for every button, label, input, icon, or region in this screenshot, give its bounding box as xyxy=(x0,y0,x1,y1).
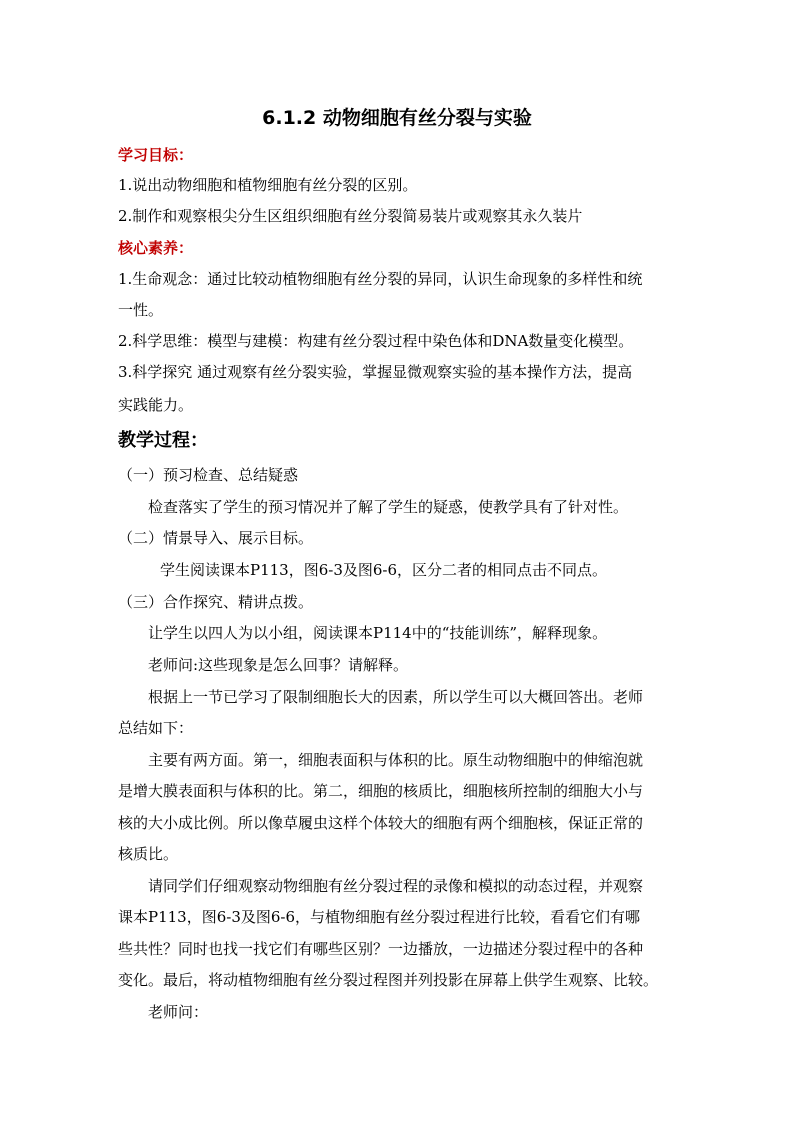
process-heading: 教学过程： xyxy=(118,430,208,451)
paragraph-line: 检查落实了学生的预习情况并了解了学生的疑惑，使教学具有了针对性。 xyxy=(148,498,629,516)
paragraph-line: 让学生以四人为以小组，阅读课本P114中的“技能训练”，解释现象。 xyxy=(148,624,608,642)
paragraph-line: 课本P113，图6-3及图6-6，与植物细胞有丝分裂过程进行比较，看看它们有哪 xyxy=(118,908,641,926)
literacy-line: 实践能力。 xyxy=(118,396,194,414)
paragraph-line: 老师问:这些现象是怎么回事？请解释。 xyxy=(148,656,409,674)
section-heading: （三）合作探究、精讲点拨。 xyxy=(118,593,314,611)
section-heading: （一）预习检查、总结疑惑 xyxy=(118,466,299,484)
paragraph-line: 老师问： xyxy=(148,1003,209,1021)
objective-item: 2.制作和观察根尖分生区组织细胞有丝分裂简易装片或观察其永久装片 xyxy=(118,207,583,225)
objectives-heading: 学习目标： xyxy=(118,146,194,164)
literacy-line: 3.科学探究 通过观察有丝分裂实验，掌握显微观察实验的基本操作方法，提高 xyxy=(118,363,633,381)
paragraph-line: 些共性？同时也找一找它们有哪些区别？一边播放，一边描述分裂过程中的各种 xyxy=(118,940,644,958)
paragraph-line: 请同学们仔细观察动物细胞有丝分裂过程的录像和模拟的动态过程，并观察 xyxy=(148,877,644,895)
paragraph-line: 学生阅读课本P113，图6-3及图6-6，区分二者的相同点击不同点。 xyxy=(160,561,608,579)
literacy-line: 1.生命观念：通过比较动植物细胞有丝分裂的异同，认识生命现象的多样性和统 xyxy=(118,270,643,288)
paragraph-line: 核的大小成比例。所以像草履虫这样个体较大的细胞有两个细胞核，保证正常的 xyxy=(118,814,644,832)
literacy-heading: 核心素养： xyxy=(118,239,194,257)
objective-item: 1.说出动物细胞和植物细胞有丝分裂的区别。 xyxy=(118,176,418,194)
paragraph-line: 核质比。 xyxy=(118,845,179,863)
paragraph-line: 根据上一节已学习了限制细胞长大的因素，所以学生可以大概回答出。老师 xyxy=(148,688,644,706)
paragraph-line: 主要有两方面。第一，细胞表面积与体积的比。原生动物细胞中的伸缩泡就 xyxy=(148,751,644,769)
document-title: 6.1.2 动物细胞有丝分裂与实验 xyxy=(262,107,532,129)
paragraph-line: 是增大膜表面积与体积的比。第二，细胞的核质比，细胞核所控制的细胞大小与 xyxy=(118,782,644,800)
paragraph-line: 变化。最后，将动植物细胞有丝分裂过程图并列投影在屏幕上供学生观察、比较。 xyxy=(118,971,659,989)
literacy-line: 2.科学思维：模型与建模：构建有丝分裂过程中染色体和DNA数量变化模型。 xyxy=(118,332,634,350)
section-heading: （二）情景导入、展示目标。 xyxy=(118,529,314,547)
literacy-line: 一性。 xyxy=(118,301,164,319)
paragraph-line: 总结如下： xyxy=(118,719,194,737)
